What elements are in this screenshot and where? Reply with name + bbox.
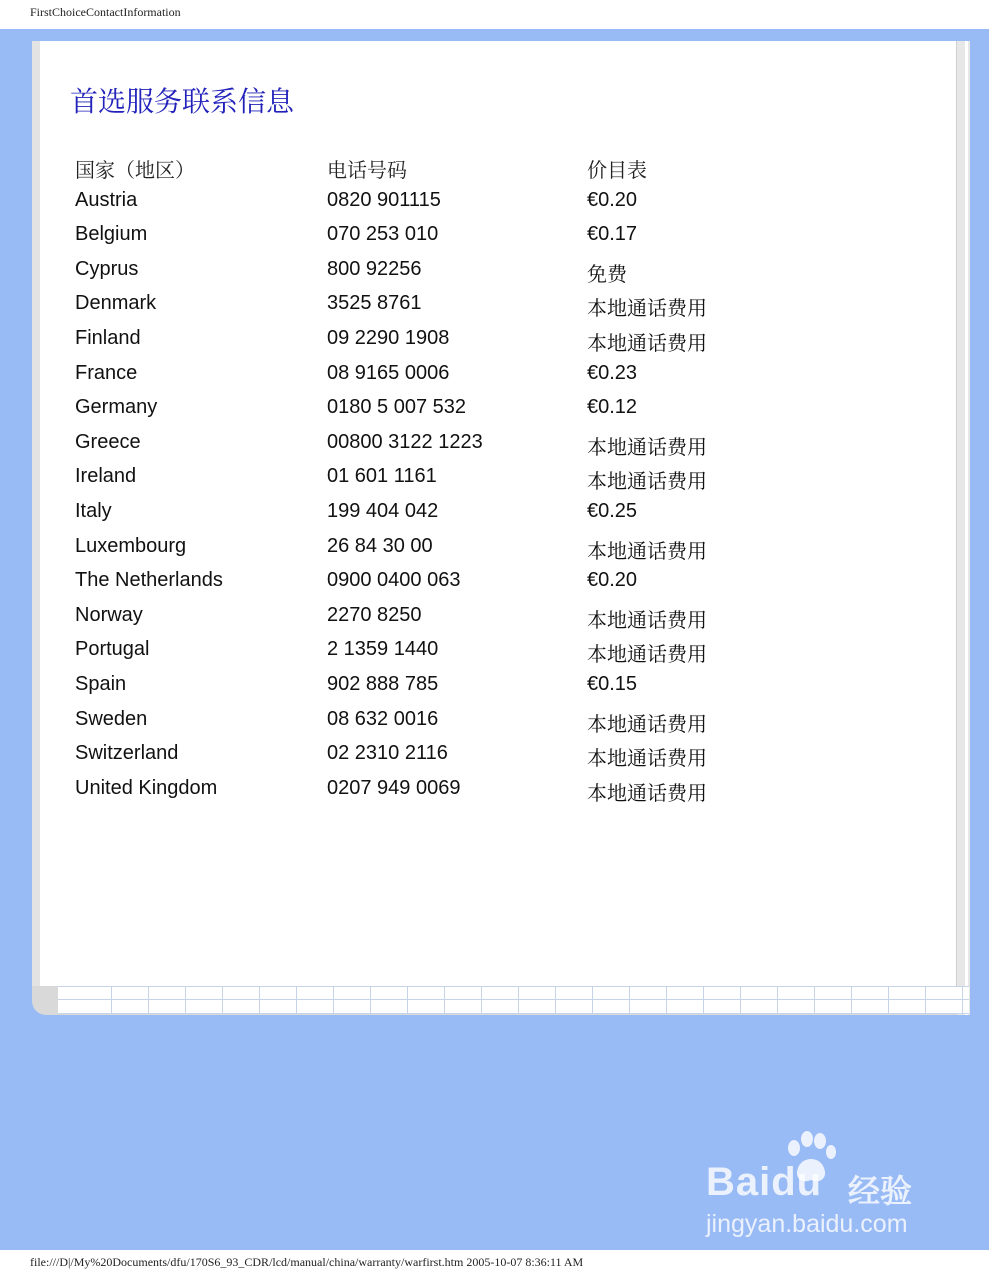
phone-cell: 00800 3122 1223 [327,430,483,453]
country-cell: Ireland [75,465,137,488]
country-cell: Portugal [75,638,150,661]
column-header-phone: 电话号码 [327,158,407,182]
table-row [75,563,775,598]
phone-cell: 08 632 0016 [327,707,439,730]
rate-cell: €0.25 [587,499,638,522]
watermark-brand: Baidu [706,1160,823,1204]
country-cell: Germany [75,396,158,419]
table-row [75,425,775,460]
country-cell: Italy [75,499,112,522]
country-cell: The Netherlands [75,569,223,592]
column-header-country: 国家（地区） [75,158,195,182]
rate-cell: 本地通话费用 [587,644,707,667]
watermark-product: 经验 [848,1172,913,1210]
country-cell: United Kingdom [75,776,218,799]
phone-cell: 2270 8250 [327,603,422,626]
rate-cell: 本地通话费用 [587,609,707,632]
print-page-title: FirstChoiceContactInformation [30,5,181,19]
column-header-rate: 价目表 [587,158,647,182]
phone-cell: 02 2310 2116 [327,742,448,765]
rate-cell: 本地通话费用 [587,332,707,355]
table-row [75,183,775,218]
table-row [75,632,775,667]
rate-cell: €0.20 [587,188,638,211]
country-cell: Austria [75,188,138,211]
country-cell: Denmark [75,292,157,315]
country-cell: Cyprus [75,257,139,280]
rate-cell: 本地通话费用 [587,748,707,771]
phone-cell: 199 404 042 [327,499,439,522]
rate-cell: €0.23 [587,361,638,384]
rate-cell: 本地通话费用 [587,471,707,494]
country-cell: Finland [75,326,141,349]
table-row [75,702,775,737]
table-row [75,252,775,287]
country-cell: Greece [75,430,141,453]
table-row [75,286,775,321]
phone-cell: 2 1359 1440 [327,638,439,661]
rate-cell: 本地通话费用 [587,436,707,459]
phone-cell: 0207 949 0069 [327,776,461,799]
phone-cell: 08 9165 0006 [327,361,450,384]
contact-table [75,148,775,805]
table-row [75,217,775,252]
table-row [75,390,775,425]
rate-cell: 免费 [587,263,627,286]
phone-cell: 3525 8761 [327,292,422,315]
phone-cell: 26 84 30 00 [327,534,433,557]
table-row [75,598,775,633]
panel-scroll-edge [956,41,970,1015]
page-title: 首选服务联系信息 [70,85,295,118]
rate-cell: €0.17 [587,223,638,246]
rate-cell: 本地通话费用 [587,540,707,563]
panel-left-edge [32,41,40,986]
table-row [75,494,775,529]
watermark-url: jingyan.baidu.com [706,1210,908,1238]
phone-cell: 0820 901115 [327,188,441,211]
country-cell: Sweden [75,707,148,730]
table-row [75,321,775,356]
phone-cell: 800 92256 [327,257,422,280]
rate-cell: €0.12 [587,396,638,419]
phone-cell: 0900 0400 063 [327,569,461,592]
rate-cell: 本地通话费用 [587,713,707,736]
table-header-row [75,148,775,183]
phone-cell: 01 601 1161 [327,465,437,488]
table-row [75,667,775,702]
print-file-path: file:///D|/My%20Documents/dfu/170S6_93_CDR/lcd/manual/china/warranty/warfirst.htm 2005-10-07 8:36:11 AM [30,1255,584,1269]
phone-cell: 09 2290 1908 [327,326,450,349]
phone-cell: 070 253 010 [327,223,439,246]
country-cell: Luxembourg [75,534,187,557]
panel-bottom-grid [58,986,969,1014]
rate-cell: €0.15 [587,672,638,695]
rate-cell: 本地通话费用 [587,782,707,805]
phone-cell: 902 888 785 [327,672,439,695]
country-cell: Switzerland [75,742,179,765]
rate-cell: 本地通话费用 [587,298,707,321]
country-cell: France [75,361,138,384]
country-cell: Norway [75,603,143,626]
table-row [75,459,775,494]
table-row [75,771,775,806]
baidu-jingyan-watermark [700,1130,940,1245]
country-cell: Spain [75,672,127,695]
table-row [75,736,775,771]
table-row [75,356,775,391]
country-cell: Belgium [75,223,148,246]
phone-cell: 0180 5 007 532 [327,396,467,419]
table-row [75,529,775,564]
rate-cell: €0.20 [587,569,638,592]
